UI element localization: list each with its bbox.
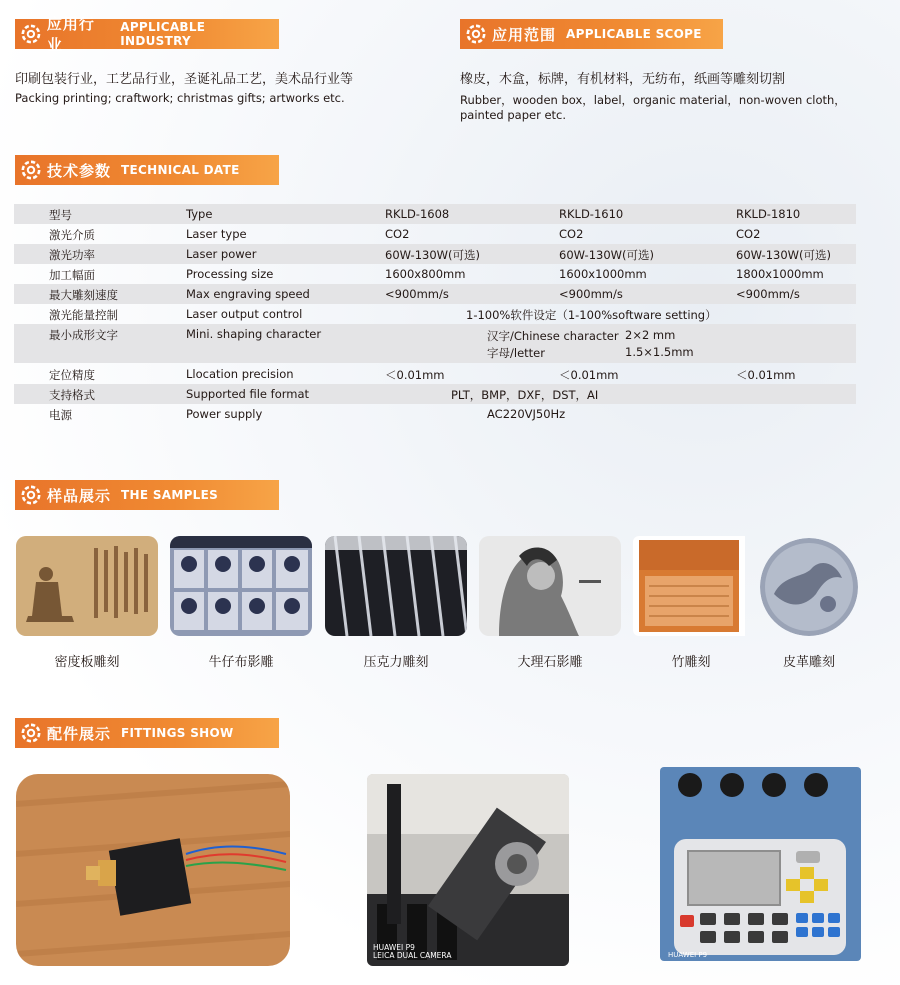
param-zh: 激光功率 [49,248,95,262]
fitting-image-stepper-motor [16,774,290,966]
param-zh: 最大雕刻速度 [49,288,118,302]
value-col1: RKLD-1608 [385,207,450,221]
sample-image-bamboo [633,536,775,636]
value-col2: ＜0.01mm [559,368,619,382]
gear-icon [21,24,41,44]
param-zh: 型号 [49,208,72,222]
section-title-en: APPLICABLE INDUSTRY [120,20,206,48]
table-row [14,204,856,224]
section-title-zh: 应用范围 [492,25,557,44]
value-col2: 60W-130W(可选) [559,248,654,262]
table-row [14,364,856,384]
value-col1: 1600x800mm [385,267,466,281]
char-value-letter: 1.5×1.5mm [625,345,694,359]
section-title-zh: 配件展示 [47,724,112,743]
param-en: Supported file format [186,387,310,401]
table-row [14,284,856,304]
param-en: Max engraving speed [186,287,310,301]
table-row [14,404,856,424]
param-en: Mini. shaping character [186,327,322,341]
section-header-industry [15,15,279,54]
param-zh: 加工幅面 [49,268,95,282]
industry-text-en: Packing printing; craftwork; christmas gifts; artworks etc. [15,91,345,105]
sample-image-marble [479,536,621,636]
value-span: AC220VJ50Hz [487,407,566,421]
sample-image-denim [170,536,312,636]
section-title-en: FITTINGS SHOW [121,726,234,740]
sample-caption: 牛仔布影雕 [208,655,274,670]
param-en: Type [186,207,213,221]
scope-text-en-1: Rubber，wooden box，label，organic material，non-woven cloth， [460,93,846,107]
value-col1: CO2 [385,227,410,241]
section-title-zh: 应用行业 [46,15,95,54]
char-label-letter: 字母/letter [487,346,545,360]
gear-icon [466,24,486,44]
sample-image-mdf [16,536,158,636]
sample-caption: 大理石影雕 [517,655,583,670]
section-title-en: THE SAMPLES [121,488,219,502]
value-span: 1-100%软件设定（1-100%software setting） [466,308,717,322]
value-col1: <900mm/s [385,287,449,301]
table-row [14,304,856,324]
gear-icon [21,160,41,180]
value-col3: CO2 [736,227,761,241]
value-col3: <900mm/s [736,287,800,301]
fitting-image-control-panel [660,767,861,961]
value-col2: RKLD-1610 [559,207,624,221]
param-zh: 激光介质 [49,228,95,242]
char-value-chinese: 2×2 mm [625,328,676,342]
sample-caption: 竹雕刻 [671,655,711,670]
sample-caption: 皮革雕刻 [782,655,835,670]
sample-image-leather [760,538,858,636]
value-col3: 60W-130W(可选) [736,248,831,262]
section-header-fittings [15,718,279,748]
table-row [14,264,856,284]
value-col3: 1800x1000mm [736,267,824,281]
param-en: Power supply [186,407,263,421]
section-title-en: TECHNICAL DATE [121,163,240,177]
scope-text-zh: 橡皮，木盒，标牌，有机材料，无纺布，纸画等雕刻切割 [460,72,786,87]
section-title-en: APPLICABLE SCOPE [566,27,702,41]
watermark-line2: LEICA DUAL CAMERA [373,951,452,960]
table-row [14,224,856,244]
gear-icon [21,723,41,743]
param-zh: 激光能量控制 [49,308,118,322]
value-col1: ＜0.01mm [385,368,445,382]
param-zh: 支持格式 [49,388,95,402]
value-span: PLT，BMP，DXF，DST，AI [451,388,599,402]
param-zh: 定位精度 [49,368,95,382]
sample-caption: 压克力雕刻 [363,655,429,670]
value-col2: CO2 [559,227,584,241]
param-en: Laser type [186,227,247,241]
table-row [14,244,856,264]
value-col3: ＜0.01mm [736,368,796,382]
camera-watermark: HUAWEI P9 [668,951,708,959]
param-en: Llocation precision [186,367,294,381]
watermark-line1: HUAWEI P9 [373,943,415,952]
sample-image-acrylic [325,536,467,636]
param-en: Laser power [186,247,257,261]
char-label-chinese: 汉字/Chinese character [487,329,619,343]
industry-text-zh: 印刷包装行业，工艺品行业，圣诞礼品工艺，美术品行业等 [15,72,354,87]
value-col3: RKLD-1810 [736,207,801,221]
value-col1: 60W-130W(可选) [385,248,480,262]
table-row [14,324,856,363]
section-header-tech [15,155,279,185]
param-en: Processing size [186,267,274,281]
param-zh: 电源 [49,408,72,422]
value-col2: 1600x1000mm [559,267,647,281]
table-row [14,384,856,404]
param-zh: 最小成形文字 [49,328,118,342]
sample-caption: 密度板雕刻 [54,655,120,670]
camera-watermark [373,944,451,960]
scope-text-en-2: painted paper etc. [460,108,567,122]
param-en: Laser output control [186,307,303,321]
value-col2: <900mm/s [559,287,623,301]
fitting-image-laser-head [367,774,569,966]
section-header-scope [460,19,723,49]
section-header-samples [15,480,279,510]
gear-icon [21,485,41,505]
section-title-zh: 样品展示 [47,486,112,505]
section-title-zh: 技术参数 [47,161,112,180]
